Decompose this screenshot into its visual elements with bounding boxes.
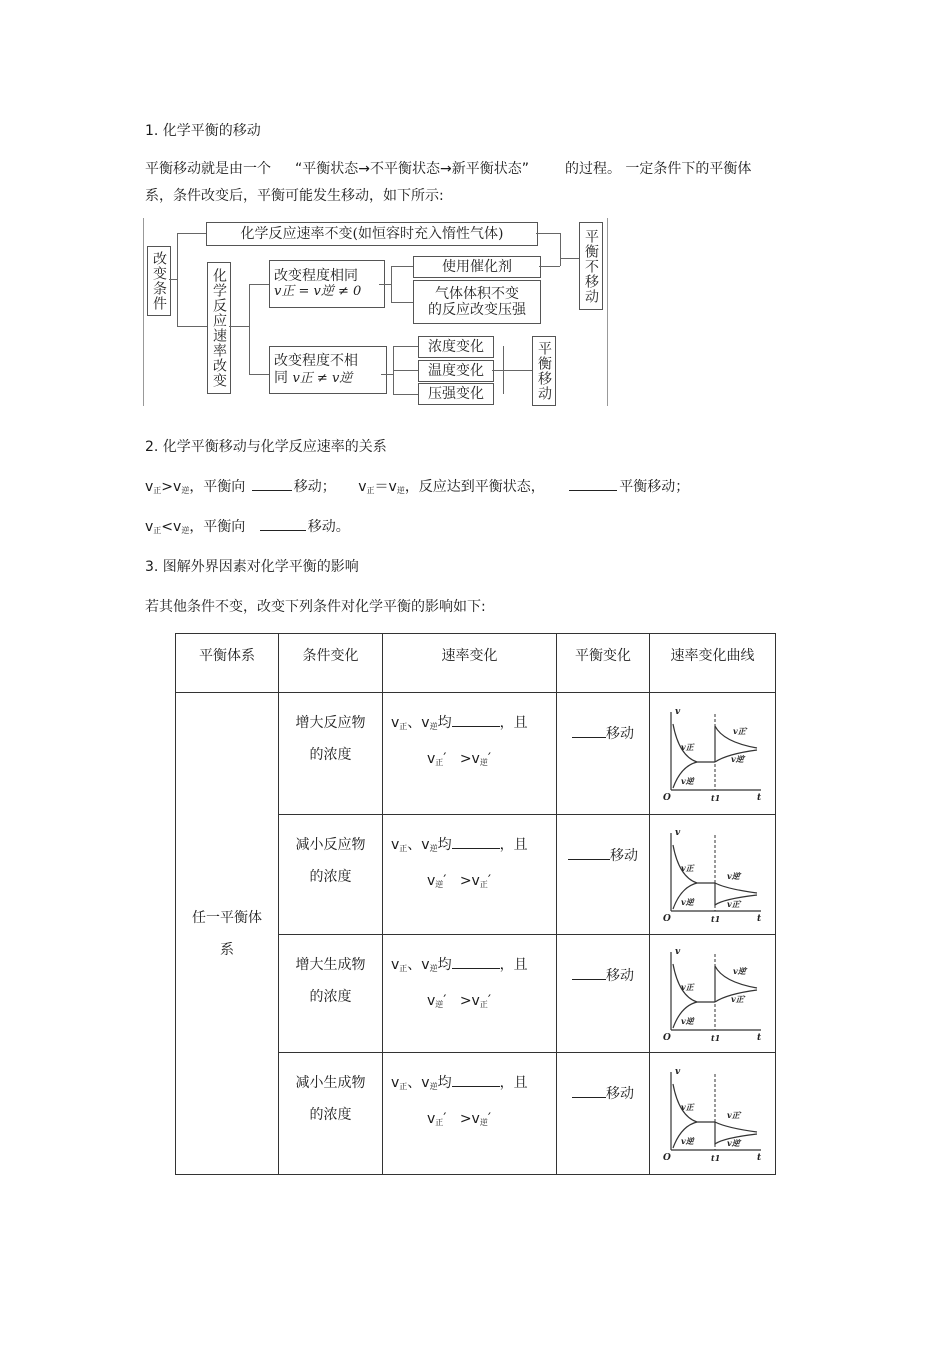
lower-rate-prime-label: v正′ bbox=[726, 898, 742, 909]
shift-text: 移动 bbox=[606, 968, 634, 984]
section-2-line-2 bbox=[145, 516, 350, 536]
rate-both: 均 bbox=[437, 1075, 452, 1091]
text-equilibrium-shift: 平衡移动； bbox=[619, 479, 690, 495]
rate-curve-4 bbox=[657, 1064, 769, 1164]
text-shift: 移动； bbox=[293, 479, 336, 495]
rate-changed-box: 化学反应速率改变 bbox=[207, 262, 231, 394]
condition-line-2: 的浓度 bbox=[309, 1107, 352, 1123]
rate-sub2: 逆 bbox=[429, 1082, 438, 1091]
equilibrium-effects-table bbox=[175, 633, 776, 1175]
sub-forward-2: 正 bbox=[366, 486, 375, 495]
reverse-rate-label: v逆 bbox=[680, 896, 694, 907]
answer-blank-2[interactable] bbox=[569, 476, 617, 491]
condition-cell bbox=[279, 1053, 383, 1175]
gas-volume-line-1: 气体体积不变 bbox=[435, 285, 519, 302]
forward-rate-initial bbox=[673, 1084, 715, 1122]
section-3-heading: 3. 图解外界因素对化学平衡的影响 bbox=[145, 559, 359, 575]
rate-sub: 正 bbox=[399, 1082, 408, 1091]
condition-line-1: 增大生成物 bbox=[295, 957, 366, 973]
rate-change-cell bbox=[383, 815, 557, 935]
condition-line-2: 的浓度 bbox=[309, 747, 352, 763]
shift-cell bbox=[557, 935, 650, 1053]
upper-rate-prime-label: v逆′ bbox=[726, 870, 742, 881]
section-3-intro: 若其他条件不变，改变下列条件对化学平衡的影响如下: bbox=[145, 599, 486, 615]
axis-t-label: t bbox=[756, 913, 761, 924]
sub-reverse-3: 逆 bbox=[181, 526, 190, 535]
forward-rate-label: v正 bbox=[680, 862, 694, 873]
rate-compare-gt: ′ >v bbox=[443, 751, 480, 767]
rate-v: v bbox=[391, 837, 400, 853]
lower-rate-prime-label: v逆′ bbox=[726, 1137, 742, 1148]
unequal-change-label: 改变程度不相 bbox=[274, 353, 358, 370]
t1-label: t1 bbox=[710, 913, 720, 924]
header-rate-change: 速率变化 bbox=[383, 634, 557, 693]
rate-compare-v: v bbox=[427, 873, 436, 889]
axis-v-label: v bbox=[674, 706, 680, 717]
shift-box: 平衡移动 bbox=[532, 336, 556, 406]
header-condition: 条件变化 bbox=[279, 634, 383, 693]
text-shift-toward-2: ，平衡向 bbox=[189, 519, 246, 535]
no-shift-box: 平衡不移动 bbox=[579, 222, 603, 310]
rate-compare-prime: ′ bbox=[487, 993, 492, 1009]
rate-sub: 正 bbox=[399, 844, 408, 853]
shift-cell bbox=[557, 693, 650, 815]
unequal-change-box bbox=[269, 346, 387, 394]
system-cell bbox=[176, 693, 279, 1175]
para-quote: “平衡状态→不平衡状态→新平衡状态” bbox=[295, 161, 529, 177]
rate-curve-2 bbox=[657, 825, 769, 925]
header-rate-curve: 速率变化曲线 bbox=[650, 634, 776, 693]
rate-change-cell bbox=[383, 1053, 557, 1175]
rate-sub2: 逆 bbox=[429, 844, 438, 853]
equilibrium-shift-diagram bbox=[143, 218, 608, 406]
answer-blank-1[interactable] bbox=[252, 476, 292, 491]
rate-blank[interactable] bbox=[452, 712, 500, 727]
sub-forward-3: 正 bbox=[153, 526, 162, 535]
sub-reverse: 逆 bbox=[181, 486, 190, 495]
rate-compare-v: v bbox=[427, 1111, 436, 1127]
para-text-b: 的过程。 一定条件下的平衡体 bbox=[564, 161, 752, 177]
condition-cell bbox=[279, 693, 383, 815]
shift-cell bbox=[557, 815, 650, 935]
rate-compare-v: v bbox=[427, 751, 436, 767]
shift-text: 移动 bbox=[606, 726, 634, 742]
t1-label: t1 bbox=[710, 792, 720, 803]
upper-rate-prime-label: v正′ bbox=[726, 1109, 742, 1120]
upper-rate-after bbox=[715, 883, 757, 893]
reverse-rate-label: v逆 bbox=[680, 1015, 694, 1026]
lower-rate-prime-label: v正′ bbox=[730, 993, 746, 1004]
change-condition-box: 改变条件 bbox=[147, 246, 171, 316]
text-shift-toward: ，平衡向 bbox=[189, 479, 246, 495]
rate-change-cell bbox=[383, 935, 557, 1053]
upper-rate-prime-label: v正′ bbox=[732, 725, 748, 736]
forward-rate-initial bbox=[673, 724, 715, 762]
rate-compare-sub: 逆 bbox=[435, 1000, 444, 1009]
rate-compare-prime: ′ bbox=[487, 751, 492, 767]
rate-both: 均 bbox=[437, 837, 452, 853]
axis-v-label: v bbox=[674, 1066, 680, 1077]
rate-v: v bbox=[391, 957, 400, 973]
rate-blank[interactable] bbox=[452, 1072, 500, 1087]
rate-v: v bbox=[391, 715, 400, 731]
rate-compare-gt: ′ >v bbox=[443, 1111, 480, 1127]
shift-text: 移动 bbox=[610, 848, 638, 864]
curve-cell bbox=[650, 935, 776, 1053]
rate-compare-sub: 逆 bbox=[435, 880, 444, 889]
section-1-heading: 1. 化学平衡的移动 bbox=[145, 123, 261, 139]
text-reach-equilibrium: ，反应达到平衡状态， bbox=[404, 479, 545, 495]
axis-v-label: v bbox=[674, 827, 680, 838]
rate-compare-gt: ′ >v bbox=[443, 993, 480, 1009]
v-forward-2: v bbox=[358, 479, 367, 495]
para-text-a: 平衡移动就是由一个 bbox=[145, 161, 271, 177]
condition-cell bbox=[279, 935, 383, 1053]
rate-v2: 、v bbox=[407, 837, 430, 853]
condition-line-1: 增大反应物 bbox=[295, 715, 366, 731]
curve-cell bbox=[650, 1053, 776, 1175]
forward-rate-label: v正 bbox=[680, 981, 694, 992]
rate-change-cell bbox=[383, 693, 557, 815]
origin-label: O bbox=[662, 1152, 671, 1163]
pressure-box: 压强变化 bbox=[418, 383, 494, 405]
rate-v2: 、v bbox=[407, 715, 430, 731]
equal-change-label: 改变程度相同 bbox=[274, 268, 358, 285]
condition-cell bbox=[279, 815, 383, 935]
rate-compare-sub: 正 bbox=[435, 1118, 444, 1127]
rate-and: ，且 bbox=[499, 837, 528, 853]
section-2-heading: 2. 化学平衡移动与化学反应速率的关系 bbox=[145, 439, 387, 455]
forward-rate-label: v正 bbox=[680, 741, 694, 752]
unequal-change-label-2: 同 bbox=[274, 369, 288, 386]
section-1-paragraph-line-2: 系，条件改变后，平衡可能发生移动，如下所示: bbox=[145, 188, 444, 204]
condition-line-2: 的浓度 bbox=[309, 989, 352, 1005]
rate-v2: 、v bbox=[407, 1075, 430, 1091]
equal-change-formula: v正 = v逆 ≠ 0 bbox=[274, 283, 362, 299]
section-1-paragraph bbox=[145, 158, 751, 178]
rate-sub: 正 bbox=[399, 722, 408, 731]
rate-compare-sub2: 正 bbox=[479, 1000, 488, 1009]
rate-compare-sub: 正 bbox=[435, 758, 444, 767]
rate-v2: 、v bbox=[407, 957, 430, 973]
upper-rate-after bbox=[715, 1122, 757, 1132]
shift-blank[interactable] bbox=[568, 845, 610, 860]
rate-unchanged-box: 化学反应速率不变(如恒容时充入惰性气体) bbox=[206, 222, 538, 246]
sub-reverse-2: 逆 bbox=[396, 486, 405, 495]
answer-blank-3[interactable] bbox=[260, 516, 306, 531]
rate-compare-sub2: 正 bbox=[479, 880, 488, 889]
lt-v-reverse: <v bbox=[161, 519, 182, 535]
section-2-line-1 bbox=[145, 476, 689, 496]
header-system: 平衡体系 bbox=[176, 634, 279, 693]
gt-v-reverse: >v bbox=[161, 479, 182, 495]
unequal-change-formula: v正 ≠ v逆 bbox=[292, 370, 353, 386]
rate-compare-prime: ′ bbox=[487, 1111, 492, 1127]
rate-sub: 正 bbox=[399, 964, 408, 973]
condition-line-2: 的浓度 bbox=[309, 869, 352, 885]
rate-both: 均 bbox=[437, 715, 452, 731]
rate-sub2: 逆 bbox=[429, 964, 438, 973]
concentration-box: 浓度变化 bbox=[418, 336, 494, 358]
origin-label: O bbox=[662, 913, 671, 924]
rate-curve-3 bbox=[657, 944, 769, 1044]
rate-compare-sub2: 逆 bbox=[479, 758, 488, 767]
rate-both: 均 bbox=[437, 957, 452, 973]
reverse-rate-label: v逆 bbox=[680, 1135, 694, 1146]
gas-volume-line-2: 的反应改变压强 bbox=[428, 302, 526, 318]
curve-cell bbox=[650, 693, 776, 815]
t1-label: t1 bbox=[710, 1152, 720, 1163]
rate-and: ，且 bbox=[499, 957, 528, 973]
shift-cell bbox=[557, 1053, 650, 1175]
rate-curve-1 bbox=[657, 704, 769, 804]
shift-blank[interactable] bbox=[572, 1083, 606, 1098]
shift-text: 移动 bbox=[606, 1086, 634, 1102]
system-line-2: 系 bbox=[220, 941, 234, 958]
equal-change-box bbox=[269, 260, 385, 308]
curve-cell bbox=[650, 815, 776, 935]
forward-rate-initial bbox=[673, 964, 715, 1002]
forward-rate-initial bbox=[673, 845, 715, 883]
rate-and: ，且 bbox=[499, 715, 528, 731]
rate-compare-v: v bbox=[427, 993, 436, 1009]
condition-line-1: 减小反应物 bbox=[295, 837, 366, 853]
rate-compare-gt: ′ >v bbox=[443, 873, 480, 889]
rate-v: v bbox=[391, 1075, 400, 1091]
system-line-1: 任一平衡体 bbox=[192, 909, 262, 926]
gas-volume-box bbox=[413, 280, 541, 324]
origin-label: O bbox=[662, 1032, 671, 1043]
lower-rate-prime-label: v逆′ bbox=[730, 753, 746, 764]
t1-label: t1 bbox=[710, 1032, 720, 1043]
header-equilibrium-change: 平衡变化 bbox=[557, 634, 650, 693]
temperature-box: 温度变化 bbox=[418, 360, 494, 382]
rate-compare-prime: ′ bbox=[487, 873, 492, 889]
eq-v-reverse: ＝v bbox=[374, 479, 397, 495]
catalyst-box: 使用催化剂 bbox=[413, 256, 541, 278]
sub-forward: 正 bbox=[153, 486, 162, 495]
axis-t-label: t bbox=[756, 1032, 761, 1043]
axis-t-label: t bbox=[756, 1152, 761, 1163]
rate-blank[interactable] bbox=[452, 954, 500, 969]
text-shift-2: 移动。 bbox=[307, 519, 350, 535]
shift-blank[interactable] bbox=[572, 723, 606, 738]
shift-blank[interactable] bbox=[572, 965, 606, 980]
rate-blank[interactable] bbox=[452, 834, 500, 849]
forward-rate-label: v正 bbox=[680, 1101, 694, 1112]
upper-rate-prime-label: v逆′ bbox=[732, 965, 748, 976]
origin-label: O bbox=[662, 792, 671, 803]
rate-and: ，且 bbox=[499, 1075, 528, 1091]
axis-t-label: t bbox=[756, 792, 761, 803]
v-forward-3: v bbox=[145, 519, 154, 535]
rate-sub2: 逆 bbox=[429, 722, 438, 731]
reverse-rate-label: v逆 bbox=[680, 775, 694, 786]
rate-compare-sub2: 逆 bbox=[479, 1118, 488, 1127]
v-forward: v bbox=[145, 479, 154, 495]
axis-v-label: v bbox=[674, 946, 680, 957]
condition-line-1: 减小生成物 bbox=[295, 1075, 366, 1091]
